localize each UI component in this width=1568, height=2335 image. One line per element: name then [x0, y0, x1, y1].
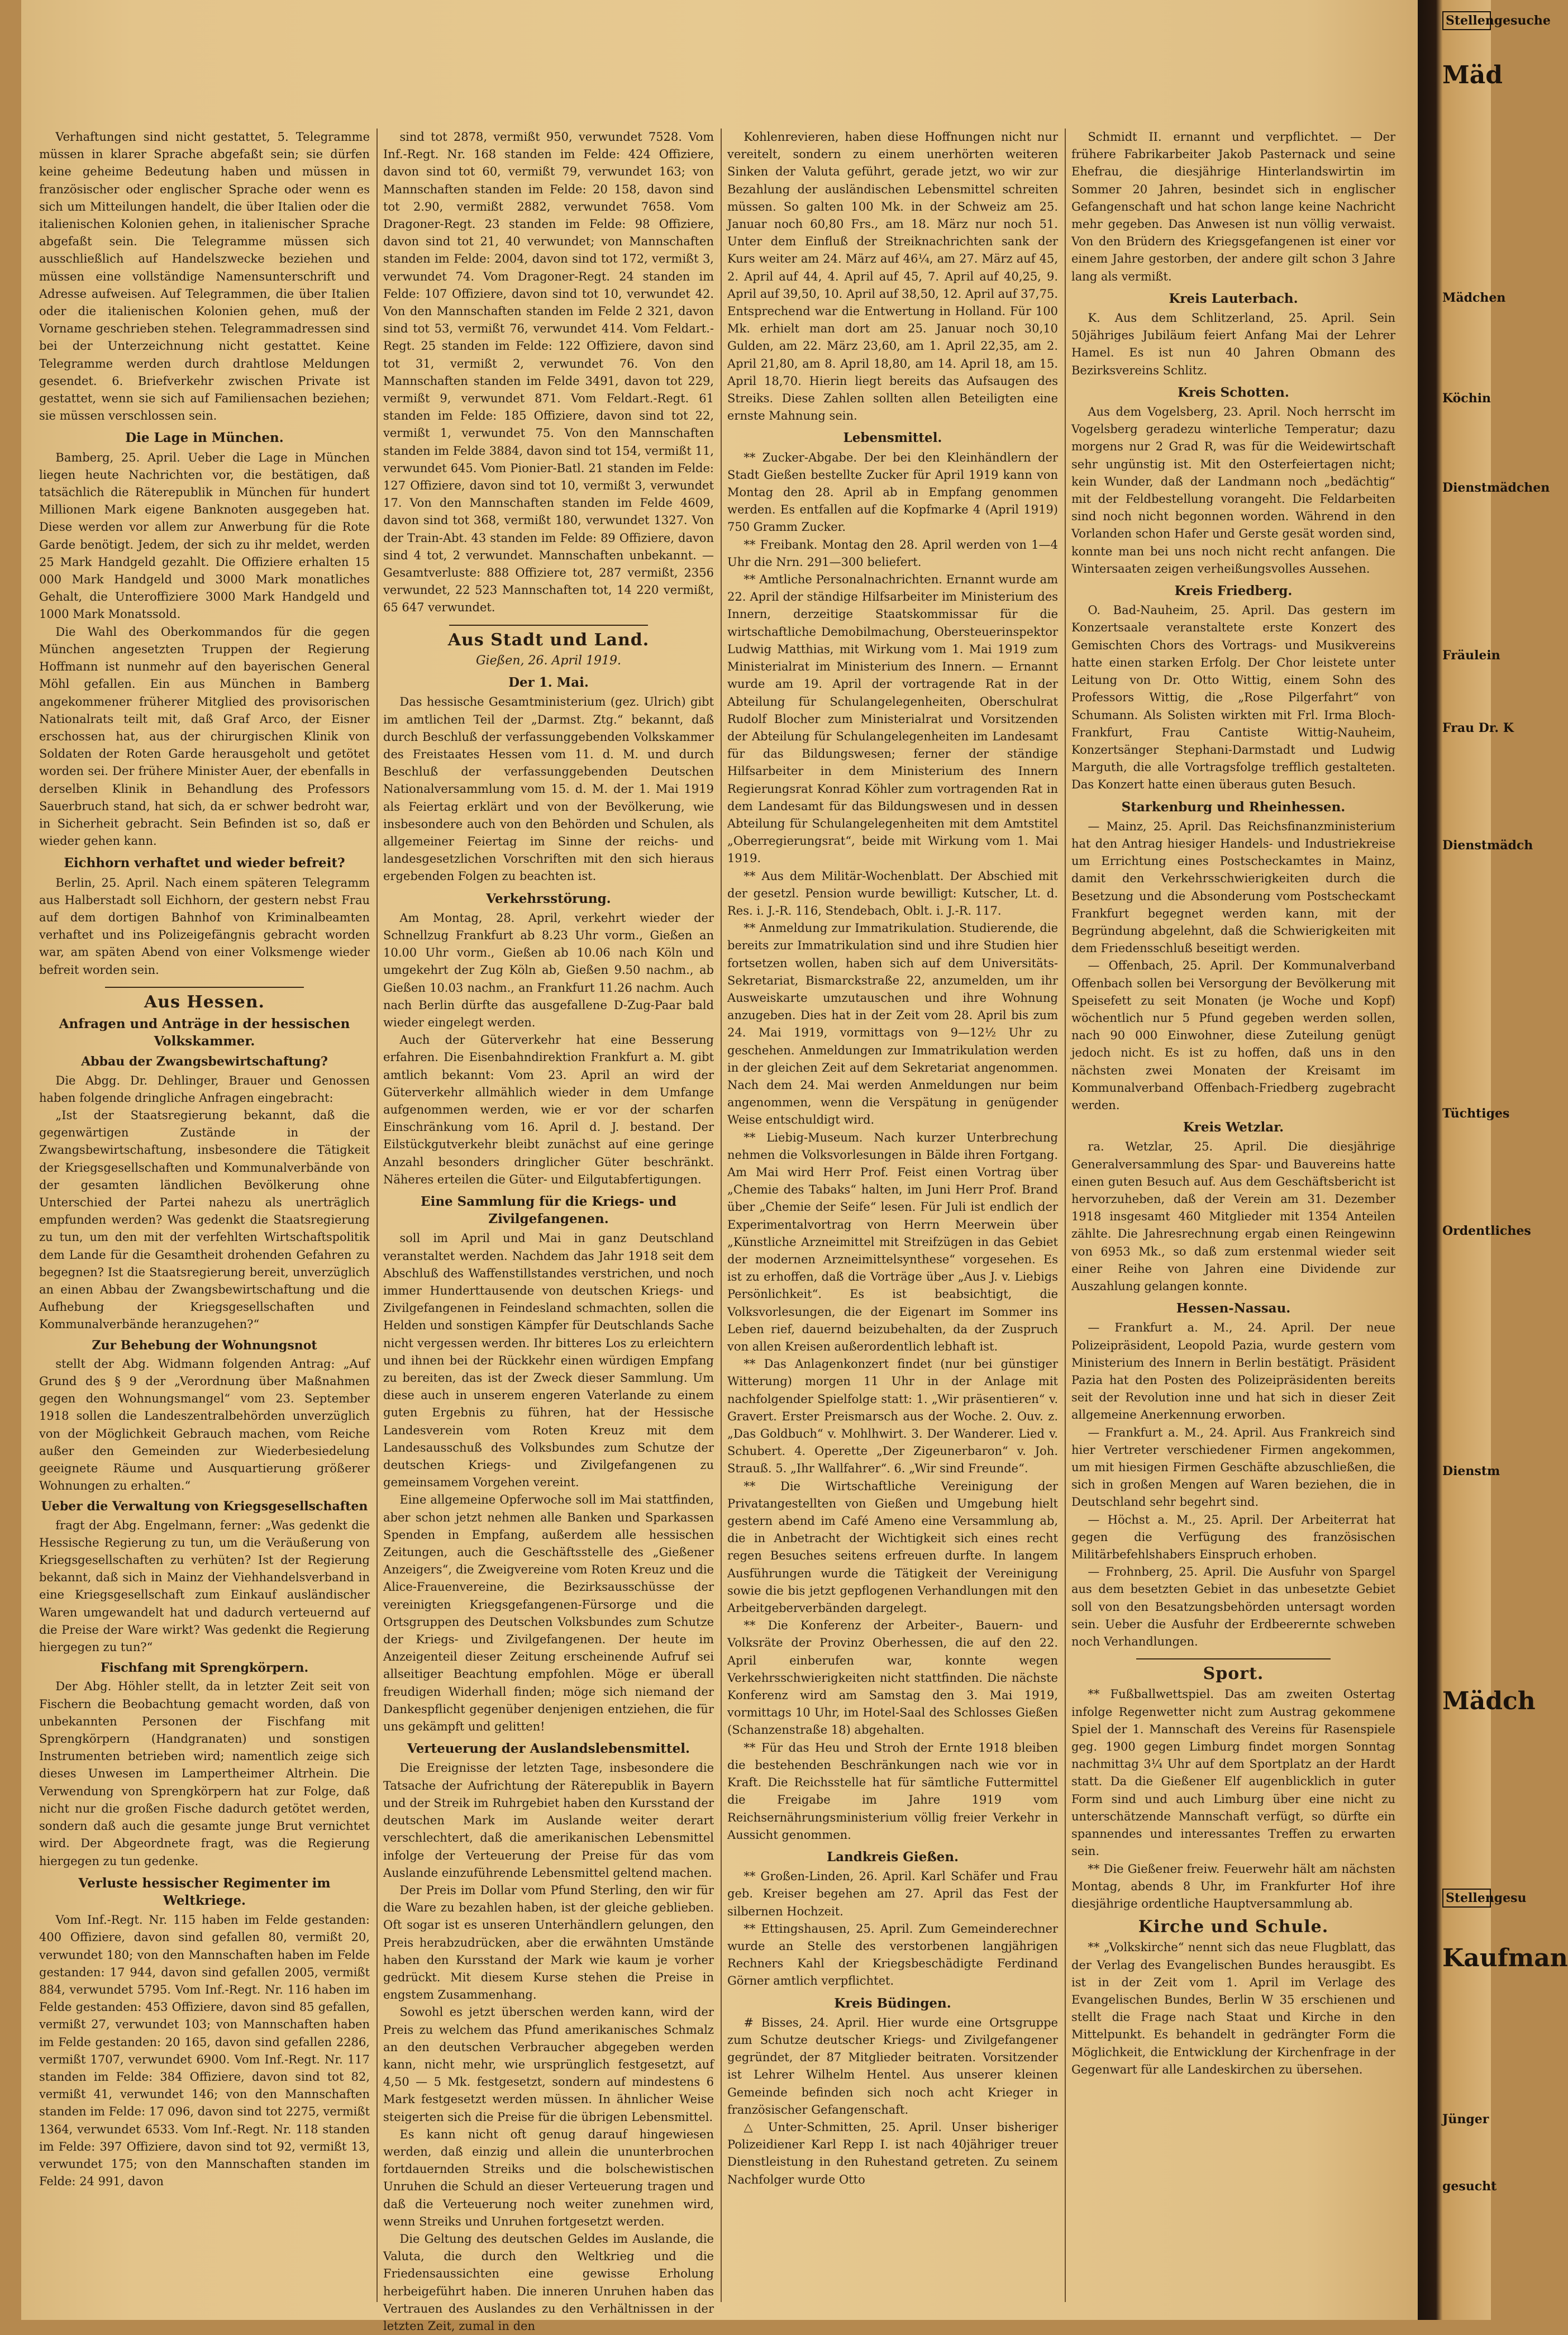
edge-ad-text: Tüchtiges — [1442, 1106, 1510, 1121]
subheadline: Ueber die Verwaltung von Kriegsgesellschaften — [41, 1499, 368, 1514]
edge-ad — [1442, 1224, 1531, 1238]
paragraph: Die Geltung des deutschen Geldes im Auslande, die Valuta, die durch den Weltkrieg und die Friedensaussichten eine gewisse Erholung herbeigeführt haben. Die inneren Unruhen haben das Vertrauen des Auslandes zu den Verhältnissen in der letzten Zeit, zumal in den — [383, 2232, 714, 2333]
paragraph: △ Unter-Schmitten, 25. April. Unser bisheriger Polizeidiener Karl Repp I. ist nach 40jähriger treuer Dienstleistung in den Ruhestand getreten. Zu seinem Nachfolger wurde Otto — [727, 2120, 1058, 2186]
column-rule — [1065, 129, 1066, 2302]
paragraph: Auch der Güterverkehr hat eine Besserung erfahren. Die Eisenbahndirektion Frankfurt a. M. gibt amtlich bekannt: Vom 23. April an wird der Güterverkehr allmählich wieder in dem Umfange aufgenommen werden, wie er vor der scharfen Einschränkung vom 16. April d. J. bestand. Der Eilstückgutverkehr bleibt zunächst auf eine geringe Anzahl besonders dringlicher Güter beschränkt. Näheres erteilen die Güter- und Eilgutabfertigungen. — [383, 1033, 714, 1186]
divider — [1136, 1658, 1331, 1659]
edge-ad-text: Stellengesu — [1442, 1889, 1491, 1908]
paragraph: ** „Volkskirche“ nennt sich das neue Flugblatt, das der Verlag des Evangelischen Bundes herausgibt. Es ist in der Zeit vom 1. April im Verlage des Evangelischen Bundes, Berlin W 35 erschienen und stellt die Frage nach Staat und Kirche in den Mittelpunkt. Es behandelt in gedrängter Form die Möglichkeit, die Entwicklung der Kirchenfrage in der Gegenwart für alle Landeskirchen zu übersehen. — [1071, 1941, 1395, 2076]
edge-ad — [1442, 481, 1550, 495]
headline: Kreis Friedberg. — [1174, 583, 1293, 599]
paragraph: fragt der Abg. Engelmann, ferner: „Was gedenkt die Hessische Regierung zu tun, um die Veräußerung von Kriegsgesellschaften zu verhüten? Ist der Regierung bekannt, daß sich in Mainz der Viehhandelsverband in eine Kriegsgesellschaft zum Einkauf ausländischer Waren umgewandelt hat und dadurch verteuernd auf die Preise der Ware wirkt? Was gedenkt die Regierung hiergegen zu tun?“ — [39, 1518, 370, 1654]
edge-ad-text: Stellengesuche — [1442, 11, 1491, 30]
column-3 — [727, 129, 1058, 2302]
paragraph: — Frohnberg, 25. April. Die Ausfuhr von Spargel aus dem besetzten Gebiet in das unbesetzte Gebiet soll von den Besatzungsbehörden untersagt worden sein. Ueber die Ausfuhr der Erdbeerernte schweben noch Verhandlungen. — [1071, 1565, 1395, 1649]
paragraph: soll im April und Mai in ganz Deutschland veranstaltet werden. Nachdem das Jahr 1918 seit dem Abschluß des Waffenstillstandes verstrichen, und noch immer Hunderttausende von deutschen Kriegs- und Zivilgefangenen in Feindesland schmachten, sollen die Helden und sonstigen Kämpfer für Deutschlands Sache nicht vergessen werden. Ihr bitteres Los zu erleichtern und ihnen bei der Rückkehr einen würdigen Empfang zu bereiten, das ist der Zweck dieser Sammlung. Um diese auch in unserem engeren Vaterlande zu einem guten Ergebnis zu führen, hat der Hessische Landesverein vom Roten Kreuz mit dem Landesausschuß des Volksbundes zum Schutze der deutschen Kriegs- und Zivilgefangenen zu gemeinsamem Vorgehen vereint. — [383, 1231, 714, 1490]
edge-ad-text: Mäd — [1442, 61, 1503, 89]
paragraph: Vom Inf.-Regt. Nr. 115 haben im Felde gestanden: 400 Offiziere, davon sind gefallen 80, vermißt 20, verwundet 180; von den Mannschaften haben im Felde gestanden: 17 944, davon sind gefallen 2005, vermißt 884, verwundet 5795. Vom Inf.-Regt. Nr. 116 haben im Felde gestanden: 453 Offiziere, davon sind 85 gefallen, vermißt 27, verwundet 103; von Mannschaften haben im Felde gestanden: 20 165, davon sind gefallen 2286, vermißt 1707, verwundet 6900. Vom Inf.-Regt. Nr. 117 standen im Felde: 384 Offiziere, davon sind tot 82, vermißt 41, verwundet 146; von den Mannschaften standen im Felde: 17 096, davon sind tot 2275, vermißt 1364, verwundet 6533. Vom Inf.-Regt. Nr. 118 standen im Felde: 397 Offiziere, davon sind tot 92, vermißt 13, verwundet 175; von den Mannschaften standen im Felde: 24 991, davon — [39, 1913, 370, 2189]
headline: Kreis Lauterbach. — [1169, 291, 1298, 306]
paragraph: ** Großen-Linden, 26. April. Karl Schäfer und Frau geb. Kreiser begehen am 27. April das Fest der silbernen Hochzeit. — [727, 1870, 1058, 1918]
dateline: Gießen, 26. April 1919. — [475, 653, 621, 668]
headline: Eine Sammlung für die Kriegs- und Zivilgefangenen. — [421, 1193, 676, 1227]
edge-ad-text: Dienstm — [1442, 1464, 1500, 1478]
paragraph: ** Die Konferenz der Arbeiter-, Bauern- und Volksräte der Provinz Oberhessen, die auf den 22. April einberufen war, konnte wegen Verkehrsschwierigkeiten nicht stattfinden. Die nächste Konferenz wird am Samstag den 3. Mai 1919, vormittags 10 Uhr, im Hotel-Saal des Schlosses Gießen (Schanzenstraße 18) abgehalten. — [727, 1619, 1058, 1737]
paragraph: Verhaftungen sind nicht gestattet, 5. Telegramme müssen in klarer Sprache abgefaßt sein; sie dürfen keine geheime Bedeutung haben und müssen in französischer oder englischer Sprache oder wenn es sich um Mitteilungen handelt, die über Italien oder die italienischen Kolonien gehen, in italienischer Sprache abgefaßt sein. Die Telegramme müssen sich ausschließlich auf Handelszwecke beziehen und müssen eine vollständige Namensunterschrift und Adresse aufweisen. Auf Telegrammen, die über Italien oder die italienischen Kolonien gehen, muß der Vorname geschrieben stehen. Telegrammadressen sind bei der Unterzeichnung nicht gestattet. Keine Telegramme werden durch drahtlose Meldungen gesendet. 6. Briefverkehr zwischen Private ist gestattet, wenn sie sich auf Familiensachen beziehen; sie müssen verschlossen sein. — [39, 130, 370, 423]
edge-ad-text: Mädchen — [1442, 291, 1506, 305]
paragraph: ** Die Wirtschaftliche Vereinigung der Privatangestellten von Gießen und Umgebung hielt gestern abend im Café Ameno eine Versammlung ab, die in Anbetracht der Wichtigkeit sich eines recht regen Besuches seitens erfreuen durfte. In langem Ausführungen wurde die Tätigkeit der Vereinigung sowie die bis jetzt gepflogenen Verhandlungen mit den Arbeitgeberverbänden dargelegt. — [727, 1479, 1058, 1615]
section-title: Aus Hessen. — [144, 992, 265, 1012]
paragraph: ** Das Anlagenkonzert findet (nur bei günstiger Witterung) morgen 11 Uhr in der Anlage mit nachfolgender Spielfolge statt: 1. „Wir präsentieren“ v. Gravert. Erster Preismarsch aus der Woche. 2. Ouv. z. „Das Goldbuch“ v. Mohlhwirt. 3. Der Wanderer. Lied v. Schubert. 4. Operette „Der Zigeunerbaron“ v. Joh. Strauß. 5. „Ihr Wallfahrer“. 6. „Wir sind Freunde“. — [727, 1357, 1058, 1476]
edge-ad — [1442, 721, 1514, 735]
edge-ad — [1442, 838, 1533, 853]
column-rule — [376, 129, 378, 2302]
paragraph: ** Amtliche Personalnachrichten. Ernannt wurde am 22. April der ständige Hilfsarbeiter im Ministerium des Innern, derzeitige Staatskommissar für die wirtschaftliche Demobilmachung, Obersteuerinspektor Ludwig Matthias, mit Wirkung vom 1. Mai 1919 zum Ministerialrat im Ministerium des Innern. — Ernannt wurde am 19. April der vortragende Rat in der Abteilung für Schulangelegenheiten, Oberschulrat Rudolf Blocher zum Ministerialrat und Vorsitzenden der Abteilung für Schulangelegenheiten im Landesamt für das Bildungswesen; ferner der ständige Hilfsarbeiter in dem Ministerium des Innern Regierungsrat Konrad Köhler zum vortragenden Rat in dem Landesamt für das Bildungswesen und in dessen Abteilung für Schulangelegenheiten mit dem Amtstitel „Oberregierungsrat“, beide mit Wirkung vom 1. Mai 1919. — [727, 573, 1058, 865]
paragraph: ** Zucker-Abgabe. Der bei den Kleinhändlern der Stadt Gießen bestellte Zucker für April 1919 kann von Montag den 28. April ab in Empfang genommen werden. Es entfallen auf die Kopfmarke 4 (April 1919) 750 Gramm Zucker. — [727, 450, 1058, 534]
headline: Verluste hessischer Regimenter im Weltkriege. — [78, 1875, 331, 1908]
edge-ad — [1442, 1464, 1500, 1478]
edge-ad — [1442, 1687, 1536, 1715]
paragraph: ra. Wetzlar, 25. April. Die diesjährige Generalversammlung des Spar- und Bauvereins hatte einen guten Besuch auf. Aus dem Geschäftsbericht ist hervorzuheben, daß der Verein am 31. Dezember 1918 insgesamt 460 Mitglieder mit 1354 Anteilen zählte. Die Jahresrechnung ergab einen Reingewinn von 6953 Mk., so daß zum erstenmal wieder seit einer Reihe von Jahren eine Dividende zur Auszahlung gelangen konnte. — [1071, 1140, 1395, 1293]
edge-ad-text: Köchin — [1442, 391, 1491, 406]
edge-ad-header — [1442, 1889, 1527, 1908]
edge-ad-text: Kaufman — [1442, 1944, 1568, 1972]
divider — [105, 987, 303, 988]
paragraph: Berlin, 25. April. Nach einem späteren Telegramm aus Halberstadt soll Eichhorn, der gestern nebst Frau auf dem dortigen Bahnhof von Kriminalbeamten verhaftet und ins Polizeigefängnis gebracht worden war, am späten Abend von einer Volksmenge wieder befreit worden sein. — [39, 876, 370, 977]
headline: Kreis Schotten. — [1178, 384, 1289, 400]
paragraph: ** Anmeldung zur Immatrikulation. Studierende, die bereits zur Immatrikulation sind und ihre Studien hier fortsetzen wollen, haben sich auf dem Universitäts-Sekretariat, Bismarckstraße 22, anzumelden, um ihr Ausweiskarte umzutauschen und ihre Wohnung anzugeben. Dies hat in der Zeit vom 28. April bis zum 24. Mai 1919, vormittags von 9—12½ Uhr zu geschehen. Anmeldungen zur Immatrikulation werden in der gleichen Zeit auf dem Sekretariat angenommen. Nach dem 24. Mai werden Anmeldungen nur beim angenommen, wenn die Verspätung in genügender Weise entschuldigt wird. — [727, 921, 1058, 1127]
paragraph: Bamberg, 25. April. Ueber die Lage in München liegen heute Nachrichten vor, die bestätigen, daß tatsächlich die Räterepublik in München für hundert Millionen Mark eigene Banknoten ausgegeben hat. Diese werden vor allem zur Anwerbung für die Rote Garde benötigt. Jedem, der sich zu ihr meldet, werden 25 Mark Handgeld gezahlt. Die Offiziere erhalten 15 000 Mark Handgeld und 3000 Mark monatliches Gehalt, die Unteroffiziere 3000 Mark Handgeld und 1000 Mark Monatssold. — [39, 450, 370, 621]
column-rule — [721, 129, 722, 2302]
paragraph: ** Ettingshausen, 25. April. Zum Gemeinderechner wurde an Stelle des verstorbenen langjährigen Rechners Kahl der Kriegsbeschädigte Ferdinand Görner amtlich verpflichtet. — [727, 1922, 1058, 1988]
headline: Verteuerung der Auslandslebensmittel. — [407, 1741, 690, 1757]
edge-ad — [1442, 1106, 1510, 1121]
paragraph: — Höchst a. M., 25. April. Der Arbeiterrat hat gegen die Verfügung des französischen Militärbefehlshabers Einspruch erhoben. — [1071, 1513, 1395, 1562]
paragraph: Die Ereignisse der letzten Tage, insbesondere die Tatsache der Aufrichtung der Räterepublik in Bayern und der Streik im Ruhrgebiet haben den Kursstand der deutschen Mark im Auslande weiter derart verschlechtert, daß die amerikanischen Lebensmittel infolge der Verteuerung der Preise für das vom Auslande einzuführende Lebensmittel geltend machen. — [383, 1761, 714, 1880]
paragraph: Die Wahl des Oberkommandos für die gegen München angesetzten Truppen der Regierung Hoffmann ist nunmehr auf den bayerischen General Möhl gefallen. Ein aus München in Bamberg angekommener früherer Mitglied des provisorischen Nationalrats teilt mit, daß Graf Arco, der Eisner erschossen hat, aus der chirurgischen Klinik von Soldaten der Roten Garde herausgeholt und getötet worden sei. Der frühere Minister Auer, der ebenfalls in derselben Klinik in Behandlung des Professors Sauerbruch stand, hat sich, da er schwer bedroht war, in Sicherheit gebracht. Sein Befinden ist so, daß er wieder gehen kann. — [39, 625, 370, 848]
edge-ad-header — [1442, 11, 1551, 30]
edge-ad — [1442, 2112, 1491, 2127]
edge-ad-text: Jünger — [1442, 2112, 1489, 2127]
paragraph: Es kann nicht oft genug darauf hingewiesen werden, daß einzig und allein die ununterbrochen fortdauernden Streiks und die bolschewistischen Unruhen die Schuld an dieser Verteuerung tragen und daß die Verteuerung noch weiter zunehmen wird, wenn Streiks und Unruhen fortgesetzt werden. — [383, 2127, 714, 2228]
edge-ad — [1442, 2179, 1497, 2194]
subheadline: Abbau der Zwangsbewirtschaftung? — [81, 1054, 328, 1069]
paragraph: Sowohl es jetzt überschen werden kann, wird der Preis zu welchem das Pfund amerikanisches Schmalz an den deutschen Verbraucher abgegeben werden kann, nicht mehr, wie ursprünglich festgesetzt, auf 4,50 — 5 Mk. festgesetzt, sondern auf mindestens 6 Mark festgesetzt werden müssen. In ähnlicher Weise steigerten sich die Preise für die übrigen Lebensmittel. — [383, 2005, 714, 2124]
divider — [449, 625, 647, 626]
edge-ad — [1442, 391, 1491, 406]
paragraph: ** Für das Heu und Stroh der Ernte 1918 bleiben die bestehenden Beschränkungen nach wie vor in Kraft. Die Reichsstelle hat für sämtliche Futtermittel die Freigabe im Jahre 1919 vom Reichsernährungsministerium völlig freier Verkehr in Aussicht genommen. — [727, 1740, 1058, 1842]
subheadline: Fischfang mit Sprengkörpern. — [100, 1661, 309, 1676]
paragraph: Der Preis im Dollar vom Pfund Sterling, den wir für die Ware zu bezahlen haben, ist der gleiche geblieben. Oft sogar ist es unseren Unterhändlern gelungen, den Preis herabzudrücken, aber die erwähnten Umstände haben den Kursstand der Mark wie kaum je vorher gedrückt. Mit diesem Kurse stehen die Preise in engstem Zusammenhang. — [383, 1883, 714, 2002]
headline: Der 1. Mai. — [508, 675, 589, 691]
edge-ad-text: Dienstmädch — [1442, 838, 1533, 853]
paragraph: Der Abg. Höhler stellt, da in letzter Zeit seit von Fischern die Beobachtung gemacht worden, daß von unbekannten Personen der Fischfang mit Sprengkörpern (Handgranaten) und sonstigen Instrumenten betrieben wird; namentlich zeige sich dieses Unwesen im Lampertheimer Altrhein. Die Verwendung von Sprengkörpern hat zur Folge, daß nicht nur die großen Fische dadurch getötet werden, sondern daß auch die gesamte junge Brut vernichtet wird. Der Abgeordnete fragt, was die Regierung hiergegen zu tun gedenke. — [39, 1680, 370, 1868]
column-4 — [1071, 129, 1395, 2302]
subheadline: Zur Behebung der Wohnungsnot — [92, 1338, 317, 1353]
paragraph: Kohlenrevieren, haben diese Hoffnungen nicht nur vereitelt, sondern zu einem unerhörten weiteren Sinken der Valuta geführt, gerade jetzt, wo wir zur Bezahlung der ausländischen Lebensmittel schreiten müssen. So galten 100 Mk. in der Schweiz am 25. Januar noch 60,80 Frs., am 18. März nur noch 51. Unter dem Einfluß der Streiknachrichten sank der Kurs weiter am 24. März auf 46¼, am 27. März auf 45, 2. April auf 44, 4. April auf 45, 7. April auf 40,25, 9. April auf 39,50, 10. April auf 38,50, 12. April auf 37,75. Entsprechend war die Entwertung in Holland. Für 100 Mk. erhielt man dort am 25. Januar noch 30,10 Gulden, am 22. März 23,60, am 1. April 22,35, am 2. April 21,80, am 8. April 18,80, am 14. April 18, am 15. April 18,70. Hierin liegt bereits das Aufsaugen des Streiks. Diese Zahlen sollten allen Beteiligten eine ernste Mahnung sein. — [727, 130, 1058, 423]
edge-ad-text: Fräulein — [1442, 648, 1500, 663]
paragraph: Aus dem Vogelsberg, 23. April. Noch herrscht im Vogelsberg geradezu winterliche Temperatur; dazu morgens nur 2 Grad R, was für die Weidewirtschaft sehr ungünstig ist. Mit den Osterfeiertagen nicht; kein Wunder, daß der Landmann noch „bedächtig“ mit der Feldbestellung vorangeht. Die Feldarbeiten sind noch nicht begonnen worden. Während in den Vorlanden schon Hafer und Gerste gesät worden sind, konnte man bei uns noch nicht recht anfangen. Die Wintersaaten zeigen verheißungsvolles Aussehen. — [1071, 405, 1395, 576]
edge-ad — [1442, 291, 1506, 305]
edge-ad-text: Dienstmädchen — [1442, 481, 1550, 495]
edge-ad — [1442, 1944, 1568, 1972]
edge-ad — [1442, 648, 1500, 663]
paragraph: ** Freibank. Montag den 28. April werden von 1—4 Uhr die Nrn. 291—300 beliefert. — [727, 538, 1058, 569]
column-1 — [39, 129, 370, 2302]
paragraph: Die Abgg. Dr. Dehlinger, Brauer und Genossen haben folgende dringliche Anfragen eingebracht: — [39, 1073, 370, 1105]
paragraph: Schmidt II. ernannt und verpflichtet. — Der frühere Fabrikarbeiter Jakob Pasternack und seine Ehefrau, die diesjährige Hinterlandswirtin im Sommer 20 Jahren, besindet sich in englischer Gefangenschaft und hat schon lange keine Nachricht mehr gegeben. Das Anwesen ist nun völlig verwaist. Von den Brüdern des Kriegsgefangenen ist einer vor einem Jahre gestorben, der andere gilt schon 3 Jahre lang als vermißt. — [1071, 130, 1395, 283]
section-title: Sport. — [1203, 1664, 1264, 1684]
edge-ad-text: Ordentliches — [1442, 1224, 1531, 1238]
paragraph: Am Montag, 28. April, verkehrt wieder der Schnellzug Frankfurt ab 8.23 Uhr vorm., Gießen an 10.00 Uhr vorm., Gießen ab 10.06 nach Köln und umgekehrt der Zug Köln ab, Gießen 9.50 nachm., ab Gießen 10.03 nachm., an Frankfurt 11.26 nachm. Auch nach Berlin dürfte das ausgefallene D-Zug-Paar bald wieder eingelegt werden. — [383, 911, 714, 1029]
paragraph: „Ist der Staatsregierung bekannt, daß die gegenwärtigen Zustände in der Zwangsbewirtschaftung, insbesondere die Tätigkeit der Kriegsgesellschaften und Kommunalverbände von der gesamten ländlichen Bevölkerung ohne Unterschied der Partei nahezu als unerträglich empfunden werden? Was gedenkt die Staatsregierung zu tun, um den mit der verfehlten Wirtschaftspolitik dem Lande für die Gesamtheit drohenden Gefahren zu begegnen? Ist die Staatsregierung bereit, unverzüglich an einen Abbau der Zwangsbewirtschaftung und die Aufhebung der Kriegsgesellschaften und Kommunalverbände heranzugehen?“ — [39, 1108, 370, 1331]
headline: Anfragen und Anträge in der hessischen Volkskammer. — [59, 1016, 350, 1049]
headline: Eichhorn verhaftet und wieder befreit? — [64, 855, 345, 871]
headline: Kreis Büdingen. — [834, 1995, 951, 2011]
paragraph: sind tot 2878, vermißt 950, verwundet 7528. Vom Inf.-Regt. Nr. 168 standen im Felde: 424 Offiziere, davon sind tot 60, vermißt 79, verwundet 163; von Mannschaften standen im Felde: 20 158, davon sind tot 2.90, vermißt 2882, verwundet 7658. Vom Dragoner-Regt. 23 standen im Felde: 98 Offiziere, davon sind tot 21, 40 verwundet; von Mannschaften standen im Felde: 2004, davon sind tot 172, vermißt 3, verwundet 74. Vom Dragoner-Regt. 24 standen im Felde: 107 Offiziere, davon sind tot 10, verwundet 42. Von den Mannschaften standen im Felde 2 321, davon sind tot 53, vermißt 76, verwundet 414. Vom Feldart.-Regt. 25 standen im Felde: 122 Offiziere, davon sind tot 31, vermißt 2, verwundet 76. Von den Mannschaften standen im Felde 3491, davon tot 229, vermißt 9, verwundet 871. Vom Feldart.-Regt. 61 standen im Felde: 185 Offiziere, davon sind tot 22, vermißt 1, verwundet 75. Von den Mannschaften standen im Felde 3884, davon sind tot 154, vermißt 11, verwundet 645. Vom Pionier-Batl. 21 standen im Felde: 127 Offiziere, davon sind tot 10, vermißt 3, verwundet 17. Von den Mannschaften standen im Felde 4609, davon sind tot 368, vermißt 180, verwundet 1327. Von der Train-Abt. 43 standen im Felde: 89 Offiziere, davon sind 4 tot, 2 verwundet. Mannschaften unbekannt. — Gesamtverluste: 888 Offiziere tot, 287 vermißt, 2356 verwundet, 22 523 Mannschaften tot, 14 220 vermißt, 65 647 verwundet. — [383, 130, 714, 615]
headline: Die Lage in München. — [125, 430, 284, 446]
paragraph: — Mainz, 25. April. Das Reichsfinanzministerium hat den Antrag hiesiger Handels- und Industriekreise um Errichtung eines Postscheckamtes in Mainz, damit den Verkehrsschwierigkeiten durch die Besetzung und die Absonderung vom Postscheckamt Frankfurt begegnet werden kann, mit der Begründung abgelehnt, daß die Schwierigkeiten mit dem Friedensschluß beseitigt werden. — [1071, 819, 1395, 955]
paragraph: ** Aus dem Militär-Wochenblatt. Der Abschied mit der gesetzl. Pension wurde bewilligt: Kutscher, Lt. d. Res. i. J.-R. 116, Stendebach, Oblt. i. J.-R. 117. — [727, 869, 1058, 917]
paragraph: stellt der Abg. Widmann folgenden Antrag: „Auf Grund des § 9 der „Verordnung über Maßnahmen gegen den Wohnungsmangel“ vom 23. September 1918 sollen die Landeszentralbehörden unverzüglich von der Möglichkeit Gebrauch machen, vom Reiche außer den Gemeinden zur Wiederbesiedelung geeignete Räume und Ausquartierung größerer Wohnungen zu erhalten.“ — [39, 1357, 370, 1493]
headline: Kreis Wetzlar. — [1183, 1120, 1284, 1135]
edge-ad-text: Mädch — [1442, 1687, 1536, 1715]
edge-ad-text: Frau Dr. K — [1442, 721, 1514, 735]
paragraph: — Frankfurt a. M., 24. April. Der neue Polizeipräsident, Leopold Pazia, wurde gestern vom Ministerium des Innern in Berlin bestätigt. Präsident Pazia hat den Posten des Polizeipräsidenten bereits seit der Revolution inne und hat sich in dieser Zeit allgemeine Anerkennung erworben. — [1071, 1321, 1395, 1422]
headline: Lebensmittel. — [843, 430, 942, 446]
edge-ad-text: gesucht — [1442, 2179, 1497, 2194]
paragraph: ** Liebig-Museum. Nach kurzer Unterbrechung nehmen die Volksvorlesungen in Bälde ihren Fortgang. Am Mai wird Herr Prof. Feist einen Vortrag über „Chemie des Tabaks“ halten, im Juni Herr Prof. Brand über „Chemie der Seife“ lesen. Für Juli ist endlich der Experimentalvortrag von Herrn Meerwein über „Künstliche Arzneimittel mit Streifzügen in das Gebiet der modernen Arzneimittelsynthese“ vorgesehen. Es ist zu erhoffen, daß die Vorträge über „Aus J. v. Liebigs Persönlichkeit“. Es ist beabsichtigt, die Volksvorlesungen, die der Eigenart im Sommer ins Leben rief, dauernd beizubehalten, da der Zuspruch von allen Kreisen außerordentlich lebhaft ist. — [727, 1130, 1058, 1354]
paragraph: — Offenbach, 25. April. Der Kommunalverband Offenbach sollen bei Versorgung der Bevölkerung mit Speisefett zu seit Monaten (je Woche und Kopf) wöchentlich nur 5 Pfund gegeben werden sollen, nach 90 000 Einwohner, diese Zuteilung genügt jedoch nicht. Es ist zu hoffen, daß uns in den nächsten zwei Monaten der Kreisamt im Kommunalverband Offenbach-Friedberg zugebracht werden. — [1071, 959, 1395, 1112]
edge-ad — [1442, 61, 1503, 89]
section-title: Kirche und Schule. — [1138, 1917, 1329, 1937]
paragraph: # Bisses, 24. April. Hier wurde eine Ortsgruppe zum Schutze deutscher Kriegs- und Zivilgefangener gegründet, der 87 Mitglieder beitraten. Vorsitzender ist Lehrer Wilhelm Hentel. Aus unserer kleinen Gemeinde befinden sich noch acht Krieger in französischer Gefangenschaft. — [727, 2015, 1058, 2117]
paragraph: — Frankfurt a. M., 24. April. Aus Frankreich sind hier Vertreter verschiedener Firmen angekommen, um mit hiesigen Firmen Geschäfte abzuschließen, die sich in großen Mengen auf Waren beziehen, die in Deutschland sehr begehrt sind. — [1071, 1425, 1395, 1509]
headline: Starkenburg und Rheinhessen. — [1121, 799, 1346, 815]
paragraph: K. Aus dem Schlitzerland, 25. April. Sein 50jähriges Jubiläum feiert Anfang Mai der Lehrer Hamel. Es ist nun 40 Jahren Obmann des Bezirksvereins Schlitz. — [1071, 311, 1395, 377]
section-title: Aus Stadt und Land. — [447, 630, 650, 650]
headline: Landkreis Gießen. — [826, 1849, 959, 1865]
paragraph: ** Die Gießener freiw. Feuerwehr hält am nächsten Montag, abends 8 Uhr, im Frankfurter Hof ihre diesjährige ordentliche Hauptversammlung ab. — [1071, 1862, 1395, 1910]
column-2 — [383, 129, 714, 2333]
paragraph: Das hessische Gesamtministerium (gez. Ulrich) gibt im amtlichen Teil der „Darmst. Ztg.“ bekannt, daß durch Beschluß der verfassunggebenden Volkskammer des Freistaates Hessen vom 11. d. M. und durch Beschluß der verfassunggebenden Deutschen Nationalversammlung vom 15. d. M. der 1. Mai 1919 als Feiertag erklärt und von der Bevölkerung, wie insbesondere auch von den Behörden und Schulen, als allgemeiner Feiertag im Sinne der reichs- und landesgesetzlichen Vorschriften mit den sich hieraus ergebenden Folgen zu beachten ist. — [383, 695, 714, 883]
headline: Verkehrsstörung. — [486, 891, 611, 906]
paragraph: ** Fußballwettspiel. Das am zweiten Ostertag infolge Regenwetter nicht zum Austrag gekommene Spiel der 1. Mannschaft des Vereins für Rasenspiele geg. 1900 gegen Limburg findet morgen Sonntag nachmittag 3¼ Uhr auf dem Sportplatz an der Hardt statt. Da die Gießener Elf augenblicklich in guter Form sind und auch Limburg über eine nicht zu unterschätzende Mannschaft verfügt, so dürfte ein spannendes und interessantes Treffen zu erwarten sein. — [1071, 1687, 1395, 1858]
paragraph: Eine allgemeine Opferwoche soll im Mai stattfinden, aber schon jetzt nehmen alle Banken und Sparkassen Spenden in Empfang, außerdem alle hessischen Zeitungen, auch die Geschäftsstelle des „Gießener Anzeigers“, die Zweigvereine vom Roten Kreuz und die Alice-Frauenvereine, die Bezirksausschüsse der vereinigten Kriegsgefangenen-Fürsorge und die Ortsgruppen des Deutschen Volksbundes zum Schutze der Kriegs- und Zivilgefangenen. Der heute im Anzeigenteil dieser Zeitung erscheinende Aufruf sei allseitiger Beachtung empfohlen. Möge er überall freudigen Widerhall finden; möge sich niemand der Dankespflicht gegenüber denjenigen entziehen, die für uns gekämpft und gelitten! — [383, 1493, 714, 1734]
paragraph: O. Bad-Nauheim, 25. April. Das gestern im Konzertsaale veranstaltete erste Konzert des Gemischten Chors des Vortrags- und Musikvereins hatte einen starken Erfolg. Der Chor leistete unter Leitung von Dr. Otto Wittig, einem Sohn des Professors Wittig, die „Rose Pilgerfahrt“ von Schumann. Als Solisten wirkten mit Frl. Irma Bloch-Frankfurt, Frau Cantiste Wittig-Nauheim, Konzertsänger Stephani-Darmstadt und Ludwig Marguth, die alle Vortragsfolge trefflich gestalteten. Das Konzert hatte einen überaus guten Besuch. — [1071, 603, 1395, 792]
headline: Hessen-Nassau. — [1176, 1301, 1291, 1316]
